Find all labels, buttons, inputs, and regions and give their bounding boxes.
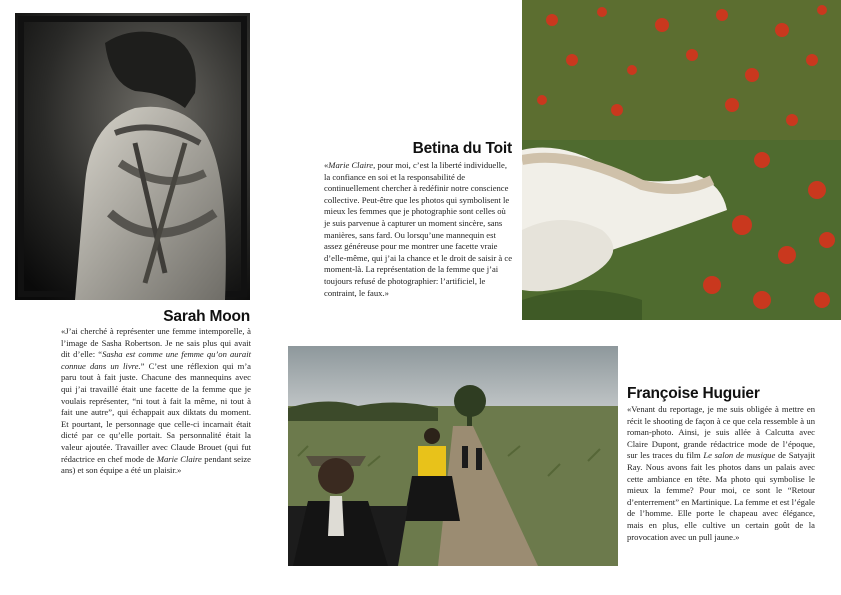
francoise-huguier-quote-part-3: de Satyajit Ray. Nous avons fait les photos dans un palais avec cette ambiance en tête. Ma photo qui symbolise le mieux la femme? Pour moi, ce sont le “Retour d’enterrement” en Martinique. La femme et est l’égale de l’homme. Elle porte le chapeau avec élégance, mais en plus, elle cultive un certain goût de la provocation avec un pull jaune.» bbox=[627, 450, 815, 542]
francoise-huguier-quote bbox=[627, 404, 815, 543]
sarah-moon-name: Sarah Moon bbox=[163, 308, 250, 325]
betina-du-toit-quote-part-3: , pour moi, c’est la liberté individuelle, la confiance en soi et la responsabilité de continuellement chercher à redéfinir notre conscience collective. Peut-être que les photos qui symbolisent le mieux les femmes que je photographie sont celles où je suis parvenue à capturer un moment sincère, sans manières, sans fard. Ou lorsqu’une mannequin est assez généreuse pour me montrer une facette vraie d’elle-même, qui j’ai la chance et le droit de saisir à ce moment-là. La représentation de la femme que j’ai toujours refusé de photographier: l’artificiel, le contraint, le faux.» bbox=[324, 160, 513, 298]
francoise-huguier-photo bbox=[288, 346, 618, 566]
sarah-moon-quote-part-3: ” C’est une réflexion qui m’a paru tout à fait juste. Chacune des mannequins avec qui j’ai travaillé était une facette de la femme que je voulais représenter, “ni tout à fait la même, ni tout à fait une autre”, qui échappait aux diktats du moment. Et pourtant, le personnage que celle-ci incarnait était dicté par ce qu’elle portait. Sa personnalité était la valeur ajoutée. Travailler avec Claude Brouet (qui fut rédactrice en chef mode de bbox=[61, 360, 252, 464]
betina-du-toit-quote bbox=[324, 160, 513, 299]
sarah-moon-photo bbox=[15, 13, 250, 300]
betina-du-toit-name: Betina du Toit bbox=[412, 140, 512, 157]
sarah-moon-quote-part-4: Marie Claire bbox=[156, 453, 202, 464]
sarah-moon-quote-part-1: «J’ai cherché à représenter une femme intemporelle, à l’image de Sasha Robertson. Je ne sais plus qui avait dit d’elle: “ bbox=[61, 326, 251, 360]
francoise-huguier-quote-part-2: Le salon de musique bbox=[703, 450, 776, 461]
sarah-moon-quote-part-5: pendant seize ans) et son équipe a été un plaisir.» bbox=[61, 453, 251, 476]
francoise-huguier-quote-part-1: «Venant du reportage, je me suis obligée à mettre en récit le shooting de façon à ce que cela ressemble à un roman-photo. Ainsi, je suis allée à Calcutta avec Claire Dupont, grande rédactrice mode de l’époque, sur les traces du film bbox=[627, 404, 815, 461]
francoise-huguier-name: Françoise Huguier bbox=[627, 385, 760, 402]
betina-du-toit-photo bbox=[522, 0, 841, 320]
sarah-moon-quote bbox=[61, 326, 251, 477]
betina-du-toit-quote-part-2: Marie Claire bbox=[328, 160, 374, 170]
sarah-moon-quote-part-2: Sasha est comme une femme qu’on aurait connue dans un livre. bbox=[61, 349, 252, 371]
betina-du-toit-quote-part-1: « bbox=[324, 160, 329, 170]
